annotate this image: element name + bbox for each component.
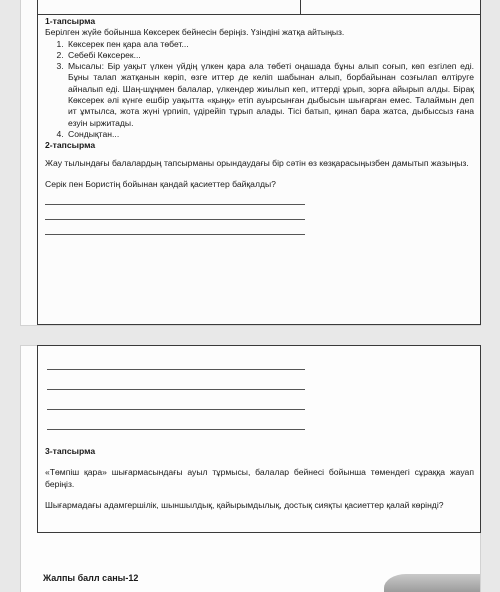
answer-line[interactable] [45, 220, 305, 235]
task-1-item: 1. Көксерек пен қара ала төбет... [66, 39, 474, 50]
task-3-title: 3-тапсырма [45, 446, 96, 456]
task-content-1 [45, 16, 474, 235]
task-1-item: 4. Сондықтан... [66, 129, 474, 140]
task-1-list [45, 39, 474, 141]
answer-line[interactable] [45, 205, 305, 220]
task-2-instruction: Жау тылындағы балалардың тапсырманы орындаудағы бір сәтін өз көзқарасыңызбен дамытып жазыңыз. [45, 157, 469, 168]
table-header-divider [300, 0, 301, 14]
task-1-instruction: Берілген жүйе бойынша Көксерек бейнесін беріңіз. Үзіндіні жатқа айтыңыз. [45, 27, 345, 38]
task-1-title: 1-тапсырма [45, 16, 96, 26]
task-2-question: Серік пен Бористің бойынан қандай қасиеттер байқалды? [45, 178, 276, 189]
total-score: Жалпы балл саны-12 [43, 573, 139, 583]
answer-line[interactable] [47, 410, 305, 430]
task-1-item: 3. Мысалы: Бір уақыт үлкен үйдің үлкен қара ала төбеті оңашада бұны алып соғып, көп езгілеп еді. Бұны талап жатқанын көріп, өзге иттер де келіп шабынан алып, борбайынан созғылап өлтіруге айналып еді. Шаң-шұңмен балалар, үлкендер жиылып кеп, иттерді ұрып, зорға айырып алды. Бірақ Көксерек әлі күнге ешбір уақытта «қыңқ» етіп ауырсынған дыбысын шығарған емес. Талаймын деп ит ұмтылса, жота жүні үрпиіп, үдірейіп тұрып алады. Тісі батып, қинап бара жатса, дыбыссыз ғана езуін ыржитады. [66, 61, 474, 129]
worksheet-page-1 [21, 0, 480, 325]
worksheet-page-2 [21, 346, 480, 592]
task-1-item: 2. Себебі Көксерек... [66, 50, 474, 61]
task-3-instruction: «Төмпіш қара» шығармасындағы ауыл тұрмысы, балалар бейнесі бойынша төмендегі сұраққа жауап беріңіз. [45, 467, 474, 489]
answer-line[interactable] [45, 190, 305, 205]
page-curl [384, 574, 480, 592]
task-frame-2 [37, 345, 481, 533]
answer-line[interactable] [47, 390, 305, 410]
table-header-row [38, 0, 480, 15]
task-frame-1 [37, 0, 481, 325]
task-content-2 [45, 350, 474, 511]
task-2-title: 2-тапсырма [45, 140, 96, 151]
task-3-question: Шығармадағы адамгершілік, шыншылдық, қайырымдылық, достық сияқты қасиеттер қалай көрінді? [45, 499, 444, 510]
answer-line[interactable] [47, 350, 305, 370]
answer-line[interactable] [47, 370, 305, 390]
